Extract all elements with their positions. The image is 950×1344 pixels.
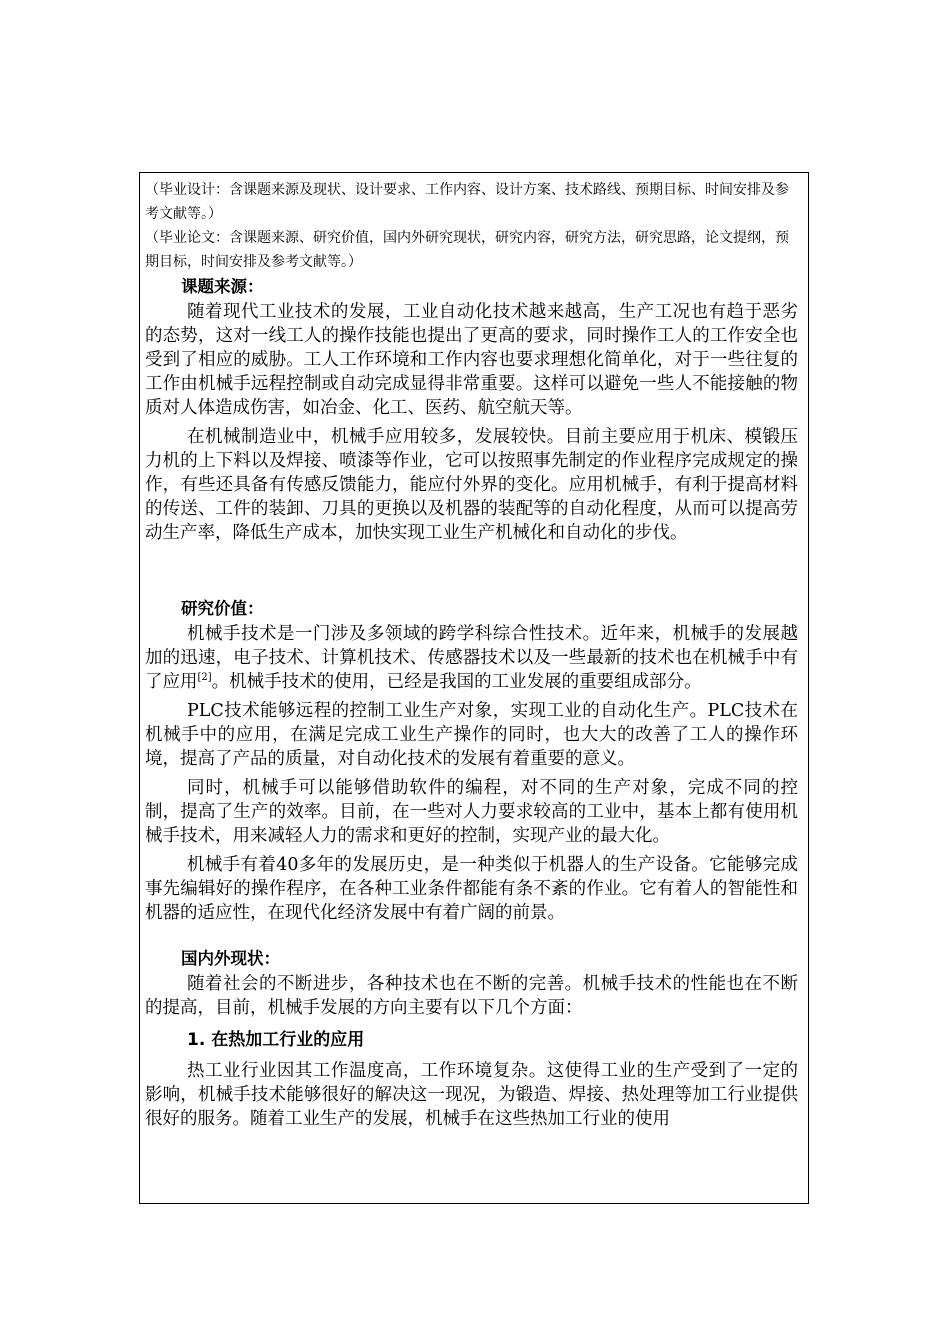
thesis-instruction-note: （毕业论文：含课题来源、研究价值，国内外研究现状，研究内容，研究方法，研究思路，论文提纲，预期目标，时间安排及参考文献等。） [145,230,789,270]
status-paragraph-1: 随着社会的不断进步，各种技术也在不断的完善。机械手技术的性能也在不断的提高，目前，机械手发展的方向主要有以下几个方面： [145,974,798,1018]
source-paragraph-1: 随着现代工业技术的发展，工业自动化技术越来越高，生产工况也有趋于恶劣的态势，这对一线工人的操作技能也提出了更高的要求，同时操作工人的工作安全也受到了相应的威胁。工人工作环境和工作内容也要求理想化简单化，对于一些往复的工作由机械手远程控制或自动完成显得非常重要。这样可以避免一些人不能接触的物质对人体造成伤害，如冶金、化工、医药、航空航天等。 [145,302,798,418]
section-heading-source: 课题来源： [181,277,264,296]
value-paragraph-3: 同时，机械手可以能够借助软件的编程，对不同的生产对象，完成不同的控制，提高了生产的效率。目前，在一些对人力要求较高的工业中，基本上都有使用机械手技术，用来减轻人力的需求和更好的控制，实现产业的最大化。 [145,778,798,846]
value-paragraph-1-text-a: 机械手技术是一门涉及多领域的跨学科综合性技术。近年来，机械手的发展越加的迅速，电子技术、计算机技术、传感器技术以及一些最新的技术也在机械手中有了应用 [145,624,798,692]
citation-reference: [2] [197,672,212,684]
value-paragraph-1 [145,622,798,694]
spacer [145,550,798,596]
spacer [145,930,798,946]
source-paragraph-2: 在机械制造业中，机械手应用较多，发展较快。目前主要应用于机床、模锻压力机的上下料以及焊接、喷漆等作业，它可以按照事先制定的作业程序完成规定的操作，有些还具备有传感反馈能力，能应付外界的变化。应用机械手，有利于提高材料的传送、工件的装卸、刀具的更换以及机器的装配等的自动化程度，从而可以提高劳动生产率，降低生产成本，加快实现工业生产机械化和自动化的步伐。 [145,427,798,543]
design-instruction-note: （毕业设计：含课题来源及现状、设计要求、工作内容、设计方案、技术路线、预期目标、时间安排及参考文献等。） [145,182,789,222]
status-paragraph-2: 热工业行业因其工作温度高，工作环境复杂。这使得工业的生产受到了一定的影响，机械手技术能够很好的解决这一现况，为锻造、焊接、热处理等加工行业提供很好的服务。随着工业生产的发展，机械手在这些热加工行业的使用 [145,1061,798,1129]
value-paragraph-2: PLC技术能够远程的控制工业生产对象，实现工业的自动化生产。PLC技术在机械手中的应用，在满足完成工业生产操作的同时，也大大的改善了工人的操作环境，提高了产品的质量，对自动化技术的发展有着重要的意义。 [145,701,798,769]
value-paragraph-1-text-b: 。机械手技术的使用，已经是我国的工业发展的重要组成部分。 [211,672,702,692]
proposal-content-box [139,172,809,1204]
section-heading-status: 国内外现状： [181,949,280,968]
subheading-hot-processing: 1. 在热加工行业的应用 [187,1030,365,1050]
section-heading-value: 研究价值： [181,599,264,618]
value-paragraph-4: 机械手有着40多年的发展历史，是一种类似于机器人的生产设备。它能够完成事先编辑好的操作程序，在各种工业条件都能有条不紊的作业。它有着人的智能性和机器的适应性，在现代化经济发展中有着广阔的前景。 [145,855,798,923]
